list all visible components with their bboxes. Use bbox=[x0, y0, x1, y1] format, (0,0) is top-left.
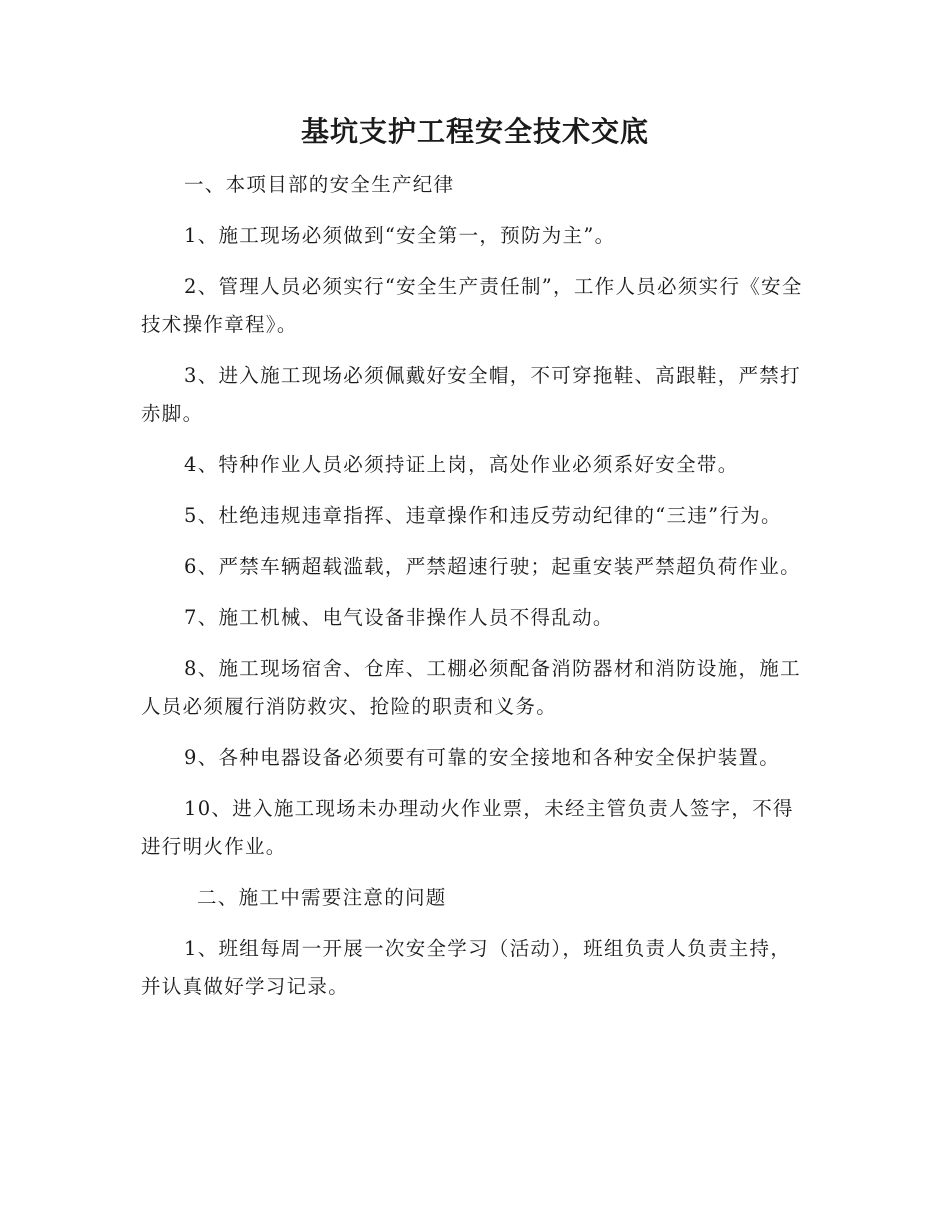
paragraph-2-1: 1、班组每周一开展一次安全学习（活动），班组负责人负责主持，并认真做好学习记录。 bbox=[141, 937, 792, 998]
section-heading-2: 二、施工中需要注意的问题 bbox=[197, 886, 447, 909]
paragraph-1-2: 2、管理人员必须实行“安全生产责任制”，工作人员必须实行《安全技术操作章程》。 bbox=[141, 275, 803, 336]
paragraph-1-7: 7、施工机械、电气设备非操作人员不得乱动。 bbox=[184, 606, 614, 629]
paragraph-1-4: 4、特种作业人员必须持证上岗，高处作业必须系好安全带。 bbox=[184, 453, 739, 476]
document-title: 基坑支护工程安全技术交底 bbox=[300, 115, 649, 148]
paragraph-1-6: 6、严禁车辆超载滥载，严禁超速行驶；起重安装严禁超负荷作业。 bbox=[184, 555, 801, 578]
paragraph-1-8: 8、施工现场宿舍、仓库、工棚必须配备消防器材和消防设施，施工人员必须履行消防救灾、抢险的职责和义务。 bbox=[141, 657, 801, 718]
paragraph-1-3: 3、进入施工现场必须佩戴好安全帽，不可穿拖鞋、高跟鞋，严禁打赤脚。 bbox=[141, 364, 801, 425]
document-body bbox=[141, 166, 811, 1006]
section-heading-1: 一、本项目部的安全生产纪律 bbox=[184, 173, 455, 196]
paragraph-1-5: 5、杜绝违规违章指挥、违章操作和违反劳动纪律的“三违”行为。 bbox=[184, 504, 782, 527]
paragraph-1-9: 9、各种电器设备必须要有可靠的安全接地和各种安全保护装置。 bbox=[184, 746, 781, 769]
paragraph-1-1: 1、施工现场必须做到“安全第一，预防为主”。 bbox=[184, 224, 616, 247]
paragraph-1-10: 10、进入施工现场未办理动火作业票，未经主管负责人签字，不得进行明火作业。 bbox=[141, 797, 794, 858]
